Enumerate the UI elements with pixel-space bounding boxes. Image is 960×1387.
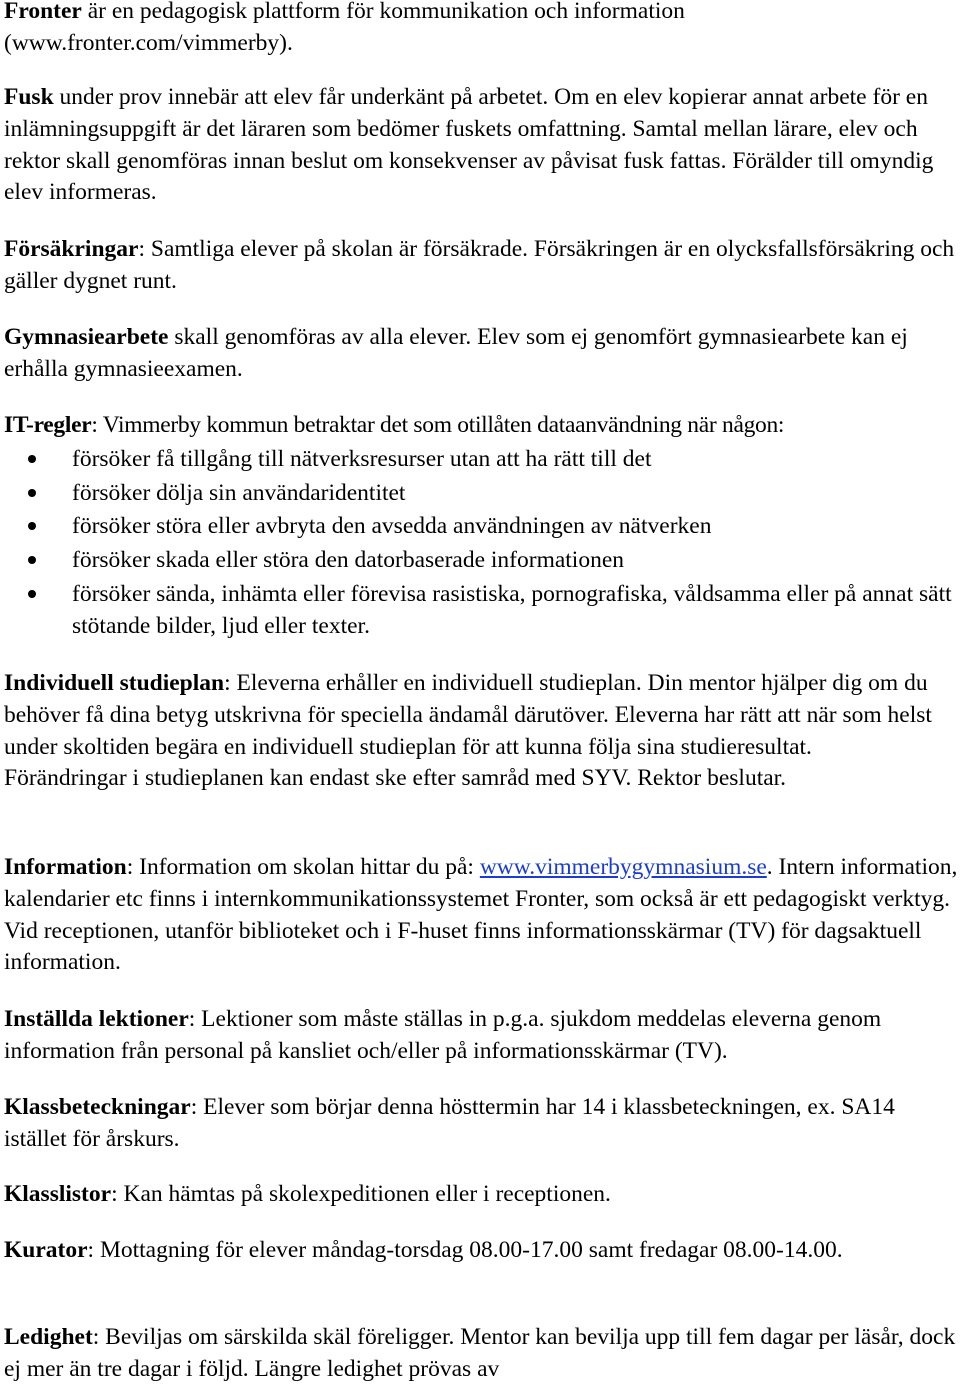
paragraph-fronter — [4, 0, 958, 60]
term-ledighet: Ledighet — [4, 1324, 93, 1350]
paragraph-kurator — [4, 1235, 958, 1267]
text-fusk: under prov innebär att elev får underkänt på arbetet. Om en elev kopierar annat arbete för en inlämningsuppgift är det läraren som bedömer fuskets omfattning. Samtal mellan lärare, elev och rektor skall genomföras innan beslut om konsekvenser av påvisat fusk fattas. Förälder till omyndig elev informeras. — [4, 84, 934, 206]
text-studieplan: : Eleverna erhåller en individuell studieplan. Din mentor hjälper dig om du behöver få dina betyg utskrivna för speciella ändamål därutöver. Eleverna har rätt att när som helst under skoltiden begära en individuell studieplan för att kunna följa sina studieresultat. — [4, 670, 932, 760]
text-klassbeteckningar: : Elever som börjar denna hösttermin har 14 i klassbeteckningen, ex. SA14 istället för årskurs. — [4, 1094, 907, 1152]
term-forsakringar: Försäkringar — [4, 236, 139, 262]
paragraph-studieplan — [4, 668, 958, 763]
text-forsakringar: : Samtliga elever på skolan är försäkrade. Försäkringen är en olycksfallsförsäkring och gäller dygnet runt. — [4, 236, 955, 294]
paragraph-fusk — [4, 82, 958, 209]
section-it-regler — [4, 410, 958, 643]
bullet-icon — [28, 590, 36, 598]
text-gymnasiearbete: skall genomföras av alla elever. Elev som ej genomfört gymnasiearbete kan ej erhålla gymnasieexamen. — [4, 324, 908, 382]
term-klasslistor: Klasslistor — [4, 1181, 112, 1207]
term-fusk: Fusk — [4, 84, 54, 110]
term-fronter: Fronter — [4, 0, 82, 24]
text-kurator: : Mottagning för elever måndag-torsdag 08.00-17.00 samt fredagar 08.00-14.00. — [87, 1237, 843, 1263]
section-studieplan — [4, 668, 958, 795]
paragraph-information — [4, 852, 958, 979]
bullet-icon — [28, 489, 36, 497]
term-studieplan: Individuell studieplan — [4, 670, 225, 696]
text-klasslistor: : Kan hämtas på skolexpeditionen eller i receptionen. — [111, 1181, 611, 1207]
text-studieplan-changes: Förändringar i studieplanen kan endast ske efter samråd med SYV. Rektor beslutar. — [4, 765, 787, 792]
it-regler-list — [4, 444, 958, 643]
term-it-regler: IT-regler — [4, 412, 92, 438]
text-fronter: är en pedagogisk plattform för kommunikation och information (www.fronter.com/vimmerby). — [4, 0, 685, 56]
paragraph-gymnasiearbete — [4, 322, 958, 386]
paragraph-ledighet — [4, 1322, 958, 1386]
bullet-icon — [28, 455, 36, 463]
list-item: försöker få tillgång till nätverksresurser utan att ha rätt till det — [4, 444, 958, 476]
term-gymnasiearbete: Gymnasiearbete — [4, 324, 169, 350]
paragraph-klasslistor — [4, 1179, 958, 1211]
text-installda: : Lektioner som måste ställas in p.g.a. sjukdom meddelas eleverna genom information från personal på kansliet och/eller på informationsskärmar (TV). — [4, 1006, 882, 1064]
text-information-after: . Intern information, kalendarier etc finns i internkommunikationssystemet Fronter, som också är ett pedagogiskt verktyg. Vid receptionen, utanför biblioteket och i F-huset finns informationsskärmar (TV) för dagsaktuell information. — [4, 854, 958, 976]
paragraph-forsakringar — [4, 234, 958, 298]
list-item: försöker sända, inhämta eller förevisa rasistiska, pornografiska, våldsamma eller på annat sätt stötande bilder, ljud eller texter. — [4, 579, 958, 643]
paragraph-klassbeteckningar — [4, 1092, 958, 1156]
paragraph-studieplan-changes — [4, 763, 958, 795]
paragraph-it-regler — [4, 410, 958, 442]
list-item: försöker störa eller avbryta den avsedda användningen av nätverken — [4, 511, 958, 543]
term-klassbeteckningar: Klassbeteckningar — [4, 1094, 191, 1120]
term-installda: Inställda lektioner — [4, 1006, 189, 1032]
bullet-icon — [28, 556, 36, 564]
term-kurator: Kurator — [4, 1237, 88, 1263]
text-ledighet: : Beviljas om särskilda skäl föreligger. Mentor kan bevilja upp till fem dagar per läsår, dock ej mer än tre dagar i följd. Längre ledighet prövas av — [4, 1324, 956, 1382]
text-it-regler: : Vimmerby kommun betraktar det som otillåten dataanvändning när någon: — [91, 412, 785, 438]
list-item: försöker skada eller störa den datorbaserade informationen — [4, 545, 958, 577]
list-item: försöker dölja sin användaridentitet — [4, 478, 958, 510]
paragraph-installda — [4, 1004, 958, 1068]
text-information-before: : Information om skolan hittar du på: — [126, 854, 480, 880]
school-website-link[interactable]: www.vimmerbygymnasium.se — [479, 854, 767, 880]
bullet-icon — [28, 522, 36, 530]
term-information: Information — [4, 854, 127, 880]
